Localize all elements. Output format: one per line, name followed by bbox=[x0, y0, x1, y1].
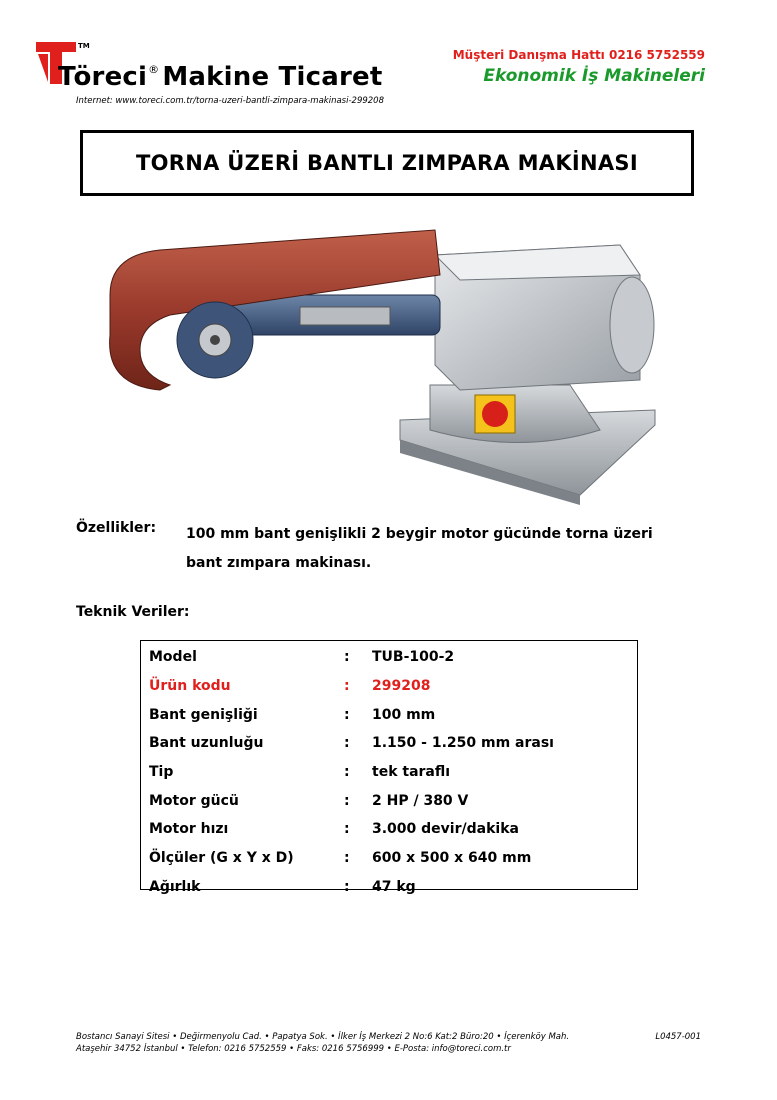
title-box bbox=[80, 130, 694, 196]
registered-mark: ® bbox=[148, 63, 160, 76]
spec-row-belt-length bbox=[141, 729, 637, 758]
page-title: TORNA ÜZERİ BANTLI ZIMPARA MAKİNASI bbox=[136, 151, 638, 175]
spec-row-model bbox=[141, 643, 637, 672]
spec-sep: : bbox=[344, 649, 350, 666]
spec-key: Bant uzunluğu bbox=[149, 735, 264, 752]
spec-sep: : bbox=[344, 735, 350, 752]
document-number: L0457-001 bbox=[655, 1032, 701, 1042]
spec-row-dimensions bbox=[141, 844, 637, 873]
spec-key: Bant genişliği bbox=[149, 706, 258, 723]
spec-key: Tip bbox=[149, 764, 174, 781]
spec-value: tek taraflı bbox=[372, 764, 451, 781]
spec-sep: : bbox=[344, 706, 350, 723]
spec-row-product-code bbox=[141, 672, 637, 701]
spec-value: 2 HP / 380 V bbox=[372, 792, 469, 809]
features-label: Özellikler: bbox=[76, 520, 157, 536]
spec-key: Motor hızı bbox=[149, 821, 229, 838]
brand-name: Töreci® Makine Ticaret bbox=[58, 62, 383, 92]
spec-sep: : bbox=[344, 878, 350, 895]
trademark: TM bbox=[78, 42, 90, 50]
customer-hotline: Müşteri Danışma Hattı 0216 5752559 bbox=[452, 48, 705, 62]
spec-row-belt-width bbox=[141, 700, 637, 729]
spec-sep: : bbox=[344, 850, 350, 867]
spec-value: 1.150 - 1.250 mm arası bbox=[372, 735, 554, 752]
spec-key: Ürün kodu bbox=[149, 678, 231, 695]
spec-value: 299208 bbox=[372, 678, 431, 695]
spec-sep: : bbox=[344, 764, 350, 781]
technical-data-label: Teknik Veriler: bbox=[76, 604, 190, 620]
spec-value: 600 x 500 x 640 mm bbox=[372, 850, 532, 867]
product-url: Internet: www.toreci.com.tr/torna-uzeri-bantli-zimpara-makinasi-299208 bbox=[76, 96, 384, 106]
spec-sep: : bbox=[344, 792, 350, 809]
spec-row-motor-power bbox=[141, 786, 637, 815]
spec-value: 47 kg bbox=[372, 878, 416, 895]
spec-value: TUB-100-2 bbox=[372, 649, 455, 666]
spec-row-type bbox=[141, 758, 637, 787]
footer-address-line-1: Bostancı Sanayi Sitesi • Değirmenyolu Cad. • Papatya Sok. • İlker İş Merkezi 2 No:6 Kat:2 Büro:20 • İçerenköy Mah. bbox=[76, 1032, 570, 1042]
spec-sep: : bbox=[344, 678, 350, 695]
company-slogan: Ekonomik İş Makineleri bbox=[483, 66, 705, 86]
product-image bbox=[100, 215, 670, 505]
features-text: 100 mm bant genişlikli 2 beygir motor gücünde torna üzeri bant zımpara makinası. bbox=[186, 526, 653, 571]
spec-key: Ağırlık bbox=[149, 878, 201, 895]
spec-value: 100 mm bbox=[372, 706, 436, 723]
spec-table bbox=[140, 640, 638, 895]
spec-sep: : bbox=[344, 821, 350, 838]
spec-key: Ölçüler (G x Y x D) bbox=[149, 850, 294, 867]
spec-key: Motor gücü bbox=[149, 792, 239, 809]
spec-row-weight bbox=[141, 873, 637, 902]
spec-key: Model bbox=[149, 649, 197, 666]
footer-address-line-2: Ataşehir 34752 İstanbul • Telefon: 0216 5752559 • Faks: 0216 5756999 • E-Posta: info@toreci.com.tr bbox=[76, 1044, 511, 1054]
spec-row-motor-speed bbox=[141, 815, 637, 844]
spec-value: 3.000 devir/dakika bbox=[372, 821, 519, 838]
